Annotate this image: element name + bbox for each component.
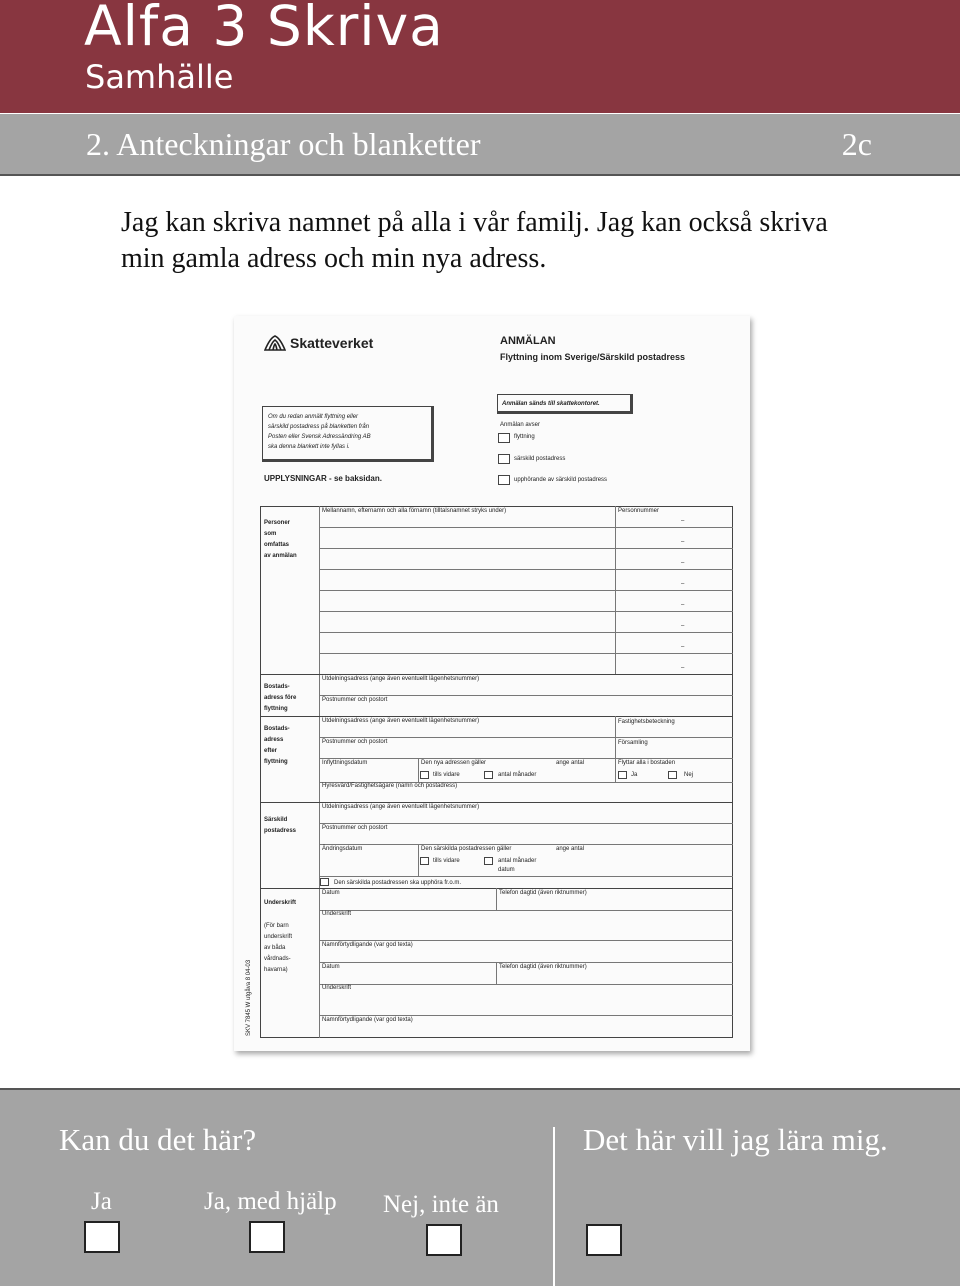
page-title: Alfa 3 Skriva — [84, 0, 444, 58]
crown-logo-icon — [264, 334, 286, 352]
self-assessment-footer — [0, 1088, 960, 1286]
upplysningar-text: UPPLYSNINGAR - se baksidan. — [264, 474, 382, 483]
persons-col-name: Mellannamn, efternamn och alla förnamn (tilltalsnamnet stryks under) — [322, 508, 507, 514]
notice-line-3: Posten eller Svensk Adressändring AB — [268, 434, 371, 440]
sign-note: (För barn underskrift av båda vårdnads- havarna) — [264, 923, 293, 973]
option-help-checkbox[interactable] — [249, 1221, 285, 1253]
header-bar — [0, 0, 960, 113]
section-number: 2c — [841, 126, 872, 162]
option-yes-checkbox[interactable] — [84, 1221, 120, 1253]
before-label: Bostads- adress före flyttning — [264, 684, 297, 712]
option-yes-label: Ja — [91, 1188, 112, 1215]
persons-col-number: Personnummer — [618, 508, 660, 514]
learn-checkbox[interactable] — [586, 1224, 622, 1256]
section-title: 2. Anteckningar och blanketter — [86, 126, 481, 162]
special-label: Särskild postadress — [264, 817, 297, 834]
sign-label: Underskrift — [264, 900, 297, 906]
section-bar — [0, 114, 960, 176]
avser-checkbox-2 — [498, 454, 510, 464]
notice-line-2: särskild postadress på blanketten från — [268, 424, 370, 430]
form-subheading: Flyttning inom Sverige/Särskild postadress — [500, 352, 686, 362]
avser-option-2: särskild postadress — [514, 456, 566, 462]
option-help-label: Ja, med hjälp — [204, 1188, 337, 1215]
avser-option-3: upphörande av särskild postadress — [514, 477, 608, 483]
sends-to-box — [497, 394, 633, 414]
skatteverket-logo — [264, 334, 373, 352]
notice-line-1: Om du redan anmält flyttning eller — [268, 414, 359, 420]
form-side-code: SKV 7845 W utgåva 8 04-03 — [246, 959, 252, 1036]
form-image: Skatteverket ANMÄLAN Flyttning inom Sverige/Särskild postadress Om du redan anmält flyttning eller särskild postadress på blanketten från Posten eller Svensk Adressändring AB ska denna blankett inte fyllas i. UPPLYSNINGAR - se baksidan. Anmälan sänds till skattekontoret. Anmälan avser flyttning särskild postadress upphörande av särskild postadress Personer som omfattas av anmälan Mellannamn, efternamn och alla förnamn (tilltalsnamnet stryks under) Personnummer – – – – – – – – Bostads- adress före flyttning Utdelningsadress (ange även eventuellt lägenhetsnummer) Postnummer och postort Bostads- adress efter flyttning Utdelningsadress (ange även eventuellt lägenhetsnummer) Fastighetsbeteckning Postnummer och postort Församling Inflyttningsdatum Den nya adressen gäller ange antal Flyttar alla i bostaden tills vidare antal månader Ja Nej Hyresvärd/Fastighetsägare (namn och postadress) Särskild postadress Utdelningsadress (ange även eventuellt lägenhetsnummer) Postnummer och postort Ändringsdatum Den särskilda postadressen gäller ange antal tills vidare antal månader datum Den särskilda postadressen ska upphöra fr.o.m. Underskrift (För barn underskrift av båda vårdnads- havarna) Datum Telefon dagtid (även riktnummer) Underskrift Namnförtydligande (var god texta) Datum Telefon dagtid (även riktnummer) Underskrift Namnförtydligande (var god texta) SKV 7845 W utgåva 8 04-03 — [234, 316, 750, 1051]
form-heading: ANMÄLAN — [500, 335, 556, 347]
question-can-you: Kan du det här? — [59, 1122, 257, 1157]
page-subtitle: Samhälle — [85, 58, 234, 96]
option-not-yet-label: Nej, inte än — [383, 1191, 499, 1218]
question-want-to-learn: Det här vill jag lära mig. — [583, 1122, 888, 1157]
intro-text — [121, 205, 901, 277]
intro-line-2: min gamla adress och min nya adress. — [121, 243, 547, 274]
notice-line-4: ska denna blankett inte fyllas i. — [268, 444, 350, 450]
footer-divider — [553, 1127, 555, 1288]
avser-option-1: flyttning — [514, 434, 535, 440]
avser-label: Anmälan avser — [500, 422, 541, 428]
avser-checkbox-1 — [498, 433, 510, 443]
persons-label: Personer som omfattas av anmälan — [264, 520, 297, 559]
avser-checkbox-3 — [498, 475, 510, 485]
form-grid — [260, 506, 733, 1038]
after-label: Bostads- adress efter flyttning — [264, 726, 290, 765]
sends-to-text: Anmälan sänds till skattekontoret. — [502, 401, 600, 407]
intro-line-1: Jag kan skriva namnet på alla i vår familj. Jag kan också skriva — [121, 207, 828, 238]
logo-text: Skatteverket — [290, 335, 374, 351]
option-not-yet-checkbox[interactable] — [426, 1224, 462, 1256]
notice-box — [262, 406, 434, 462]
